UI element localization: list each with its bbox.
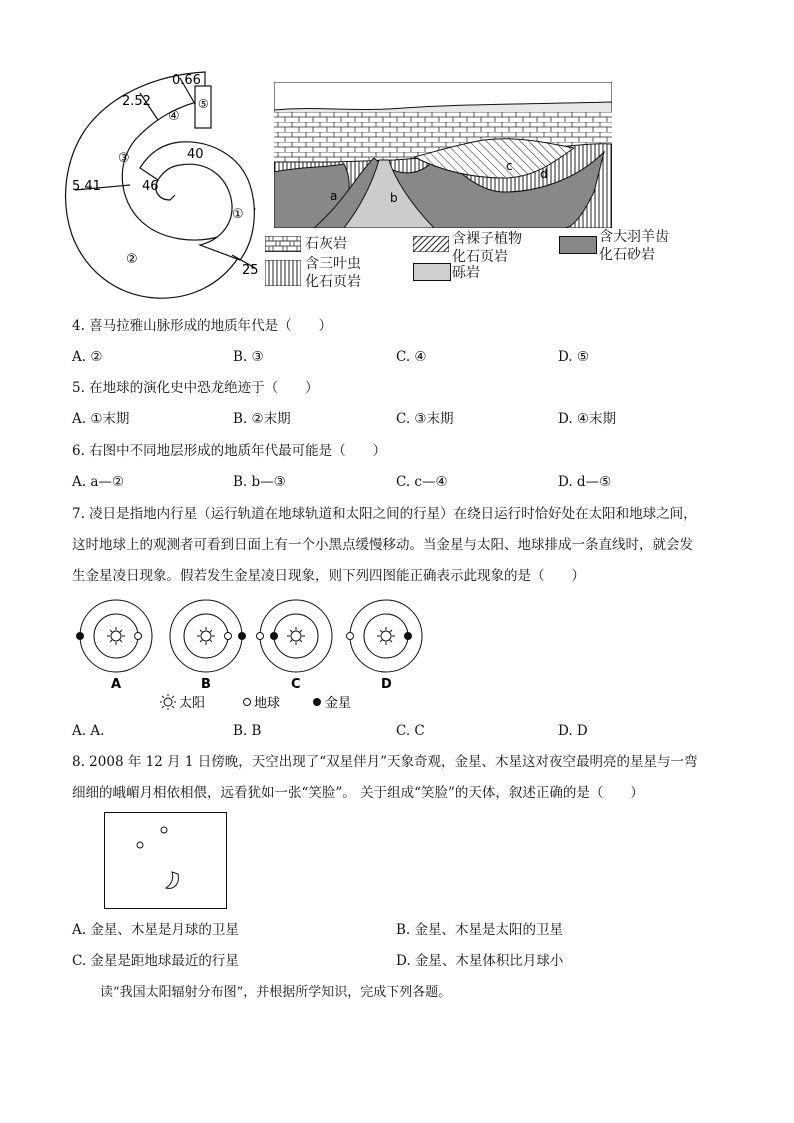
q7-option-a[interactable]: A. A.	[72, 723, 105, 739]
q6-option-b[interactable]: B. b—③	[233, 474, 286, 490]
spiral-value-40: 40	[187, 147, 204, 162]
venus-icon	[137, 842, 143, 848]
legend-swatch-gigantopteris-sandstone	[559, 236, 597, 254]
strata-cross-section	[274, 82, 612, 228]
legend-earth-label: 地球	[254, 696, 281, 711]
q6-option-a[interactable]: A. a—②	[72, 474, 124, 490]
legend-label-gigantopteris-sandstone-1: 含大羽羊齿	[599, 229, 669, 245]
q8-option-d[interactable]: D. 金星、木星体积比月球小	[396, 953, 564, 969]
legend-sun-label: 太阳	[179, 696, 206, 711]
q4-option-d[interactable]: D. ⑤	[558, 349, 590, 365]
earth-legend-icon	[244, 699, 251, 706]
q5-option-d[interactable]: D. ④末期	[558, 411, 617, 427]
orbit-diagram-c	[257, 600, 333, 672]
spiral-era-2: ②	[126, 252, 138, 267]
sun-legend-icon	[160, 694, 176, 710]
orbit-diagram-a	[76, 600, 152, 672]
jupiter-icon	[161, 827, 167, 833]
orbit-diagram-b	[170, 600, 246, 672]
geologic-time-spiral	[60, 60, 270, 305]
q8-stem-line1: 8. 2008 年 12 月 1 日傍晚，天空出现了“双星伴月”天象奇观，金星、木星这对夜空最明亮的星星与一弯	[72, 754, 698, 770]
spiral-era-4: ④	[168, 109, 180, 124]
legend-label-gymnosperm-shale-1: 含裸子植物	[452, 231, 522, 247]
q7-stem-line2: 这时地球上的观测者可看到日面上有一个小黑点缓慢移动。当金星与太阳、地球排成一条直线时，就会发	[72, 537, 693, 553]
orbit-label-c: C	[291, 677, 301, 692]
orbit-label-b: B	[201, 677, 211, 692]
q7-option-c[interactable]: C. C	[396, 723, 425, 739]
q8-option-a[interactable]: A. 金星、木星是月球的卫星	[72, 922, 239, 938]
q6-option-d[interactable]: D. d—⑤	[558, 474, 612, 490]
spiral-value-066: 0.66	[172, 73, 201, 88]
legend-label-conglomerate: 砾岩	[452, 265, 480, 281]
q4-stem: 4. 喜马拉雅山脉形成的地质年代是（ ）	[72, 318, 333, 334]
legend-swatch-conglomerate	[413, 263, 451, 281]
q7-option-b[interactable]: B. B	[233, 723, 262, 739]
q7-option-d[interactable]: D. D	[558, 723, 588, 739]
legend-label-gymnosperm-shale-2: 化石页岩	[452, 249, 508, 265]
q8-stem-line2: 细细的峨嵋月相依相偎，远看犹如一张“笑脸”。 关于组成“笑脸”的天体，叙述正确的是（ ）	[72, 785, 644, 801]
strata-label-a: a	[330, 189, 338, 203]
q4-option-a[interactable]: A. ②	[72, 349, 103, 365]
q5-stem: 5. 在地球的演化史中恐龙绝迹于（ ）	[72, 380, 319, 396]
q7-orbit-diagrams	[72, 596, 452, 716]
legend-venus-label: 金星	[325, 696, 352, 711]
q8-option-b[interactable]: B. 金星、木星是太阳的卫星	[396, 922, 564, 938]
q4-option-b[interactable]: B. ③	[233, 349, 264, 365]
orbit-label-a: A	[111, 677, 122, 692]
spiral-value-25: 25	[242, 263, 259, 278]
legend-label-gigantopteris-sandstone-2: 化石砂岩	[599, 247, 655, 263]
spiral-era-1: ①	[232, 207, 244, 222]
legend-swatch-gymnosperm-shale	[413, 236, 449, 252]
strata-label-d: d	[540, 167, 548, 181]
spiral-value-252: 2.52	[122, 94, 151, 109]
q6-stem: 6. 右图中不同地层形成的地质年代最可能是（ ）	[72, 443, 387, 459]
smiley-sky-figure	[104, 812, 228, 910]
strata-label-c: c	[506, 159, 513, 173]
q5-option-a[interactable]: A. ①末期	[72, 411, 130, 427]
orbit-label-d: D	[381, 677, 392, 692]
legend-swatch-limestone	[265, 236, 301, 252]
q4-option-c[interactable]: C. ④	[396, 349, 427, 365]
q5-option-c[interactable]: C. ③末期	[396, 411, 454, 427]
legend-swatch-trilobite-shale	[265, 260, 301, 286]
venus-legend-icon	[313, 698, 321, 706]
q8-option-c[interactable]: C. 金星是距地球最近的行星	[72, 953, 239, 969]
spiral-era-5: ⑤	[198, 97, 209, 111]
spiral-era-3: ③	[118, 151, 130, 166]
q7-stem-line3: 生金星凌日现象。假若发生金星凌日现象，则下列四图能正确表示此现象的是（ ）	[72, 568, 585, 584]
q5-option-b[interactable]: B. ②末期	[233, 411, 291, 427]
q7-stem-line1: 7. 凌日是指地内行星（运行轨道在地球轨道和太阳之间的行星）在绕日运行时恰好处在太阳和地球之间，	[72, 506, 697, 522]
orbit-diagram-d	[347, 600, 423, 672]
legend-label-limestone: 石灰岩	[305, 236, 347, 252]
legend-label-trilobite-shale-1: 含三叶虫	[305, 256, 361, 272]
section-instruction: 读“我国太阳辐射分布图”，并根据所学知识，完成下列各题。	[100, 985, 452, 1000]
strata-label-b: b	[390, 191, 398, 205]
spiral-value-46: 46	[142, 179, 159, 194]
q6-option-c[interactable]: C. c—④	[396, 474, 448, 490]
spiral-value-541: 5.41	[72, 179, 101, 194]
legend-label-trilobite-shale-2: 化石页岩	[305, 274, 361, 290]
